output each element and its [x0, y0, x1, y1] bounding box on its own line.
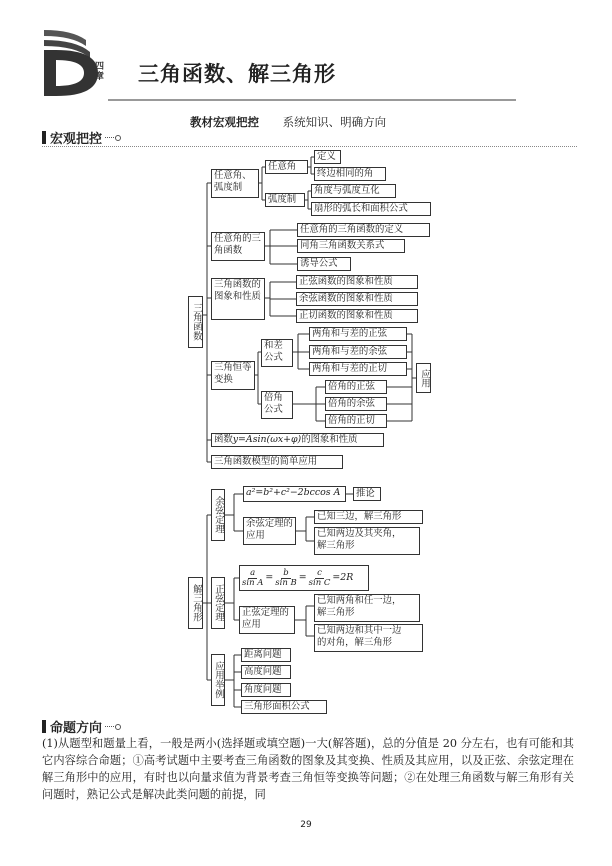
- node-application: 应用: [416, 363, 431, 393]
- leaf-same-angle-identities: 同角三角函数关系式: [297, 239, 405, 253]
- leaf-height: 高度问题: [241, 665, 291, 679]
- formula-tail: =2R: [332, 572, 354, 584]
- node-trig-graphs: 三角函数的图象和性质: [211, 278, 265, 320]
- leaf-sum-diff-cosine: 两角和与差的余弦: [309, 345, 407, 359]
- leaf-sum-diff-sine: 两角和与差的正弦: [309, 327, 407, 341]
- leaf-degree-radian-conversion: 角度与弧度互化: [311, 184, 396, 198]
- root-solving-triangles: 解三角形: [188, 577, 203, 629]
- leaf-two-angles-one-side: [314, 594, 420, 622]
- node-arbitrary-angle: 任意角: [265, 160, 308, 174]
- sinusoid-suffix: 的图象和性质: [301, 434, 358, 445]
- node-law-of-cosines: 余弦定理: [211, 489, 225, 541]
- chapter-label: 四章: [95, 62, 105, 82]
- formula-law-of-sines: $\frac{a}{\text{sin A}}$ = $\frac{b}{\text{sin B}}$ = $\frac{c}{\text{sin C}}$ =2R: [239, 565, 369, 591]
- page-number: 29: [300, 820, 312, 830]
- leaf-three-sides: 已知三边，解三角形: [314, 510, 423, 524]
- section-dot-icon: [115, 724, 121, 730]
- leaf-opposite-line1: 已知两边和其中一边: [317, 625, 402, 636]
- node-sine-law-application: 正弦定理的应用: [239, 606, 295, 634]
- frac-c: $\frac{c}{\text{sin C}}$: [308, 567, 331, 588]
- leaf-corollary: 推论: [353, 487, 381, 501]
- leaf-definition: 定义: [314, 150, 341, 164]
- node-sum-diff-formulas: 和差公式: [261, 339, 293, 367]
- section-overview-title: 宏观把控: [50, 132, 103, 147]
- chapter-title: 三角函数、解三角形: [138, 62, 336, 86]
- leaf-two-angles-line2: 解三角形: [317, 606, 355, 618]
- node-trig-of-arbitrary-angle: 任意角的三角函数: [211, 232, 265, 261]
- leaf-two-sides-line2: 解三角形: [317, 539, 355, 551]
- sinusoid-prefix: 函数: [214, 434, 233, 445]
- formula-law-of-cosines: a²=b²+c²−2bccos A: [243, 486, 346, 502]
- leaf-trig-definition: 任意角的三角函数的定义: [297, 223, 430, 237]
- leaf-two-sides-opposite-angle: [314, 624, 423, 652]
- section-direction: [42, 717, 121, 736]
- leaf-triangle-area: 三角形面积公式: [241, 700, 327, 714]
- leaf-reduction-formulas: 诱导公式: [297, 257, 351, 271]
- node-trig-models: 三角函数模型的简单应用: [211, 455, 343, 469]
- section-bar-icon: [42, 720, 46, 733]
- node-application-examples: 应用举例: [211, 654, 225, 706]
- root-trig-functions: 三角函数: [188, 296, 203, 348]
- banner-left: 教材宏观把控: [190, 115, 259, 129]
- direction-paragraph: (1)从题型和题量上看，一般是两小(选择题或填空题)一大(解答题)，总的分值是 20 分左右，也有可能和其它内容综合命题；①高考试题中主要考查三角函数的图象及其变换、性质及其应用，以及正弦、余弦定理在解三角形中的应用，有时也以向量求值为背景考查三角恒等变换等问题；②在处理三角函数与解三角形有关问题时，熟记公式是解决此类问题的前提，同: [42, 737, 574, 801]
- section-direction-title: 命题方向: [50, 721, 103, 736]
- leaf-double-sine: 倍角的正弦: [325, 380, 387, 394]
- leaf-double-cosine: 倍角的余弦: [325, 397, 387, 411]
- leaf-tangent-graph: 正切函数的图象和性质: [296, 309, 418, 323]
- sinusoid-formula: y=Asin(ωx+φ): [232, 434, 302, 445]
- leaf-sine-graph: 正弦函数的图象和性质: [296, 275, 418, 289]
- leaf-double-tangent: 倍角的正切: [325, 414, 387, 428]
- frac-b: $\frac{b}{\text{sin B}}$: [275, 567, 297, 588]
- node-law-of-sines: 正弦定理: [211, 577, 225, 629]
- node-sinusoid-graph: [211, 433, 384, 447]
- frac-a: $\frac{a}{\text{sin A}}$: [242, 567, 264, 588]
- banner-right: 系统知识、明确方向: [282, 115, 387, 129]
- leaf-two-sides-included-angle: [314, 527, 420, 555]
- node-radian: 弧度制: [265, 193, 305, 207]
- leaf-coterminal-angle: 终边相同的角: [314, 167, 386, 181]
- leaf-cosine-graph: 余弦函数的图象和性质: [296, 292, 418, 306]
- leaf-two-angles-line1: 已知两角和任一边，: [317, 595, 402, 606]
- leaf-angle: 角度问题: [241, 683, 291, 697]
- leaf-distance: 距离问题: [241, 648, 291, 662]
- leaf-two-sides-line1: 已知两边及其夹角，: [317, 528, 402, 539]
- node-arbitrary-angle-radian: 任意角、弧度制: [211, 169, 259, 198]
- node-double-angle-formulas: 倍角公式: [261, 391, 293, 419]
- node-trig-identities: 三角恒等变换: [211, 361, 255, 390]
- leaf-opposite-line2: 的对角，解三角形: [317, 636, 393, 648]
- leaf-sum-diff-tangent: 两角和与差的正切: [309, 362, 407, 376]
- leaf-sector-formula: 扇形的弧长和面积公式: [311, 202, 431, 216]
- node-cosine-law-application: 余弦定理的应用: [243, 517, 296, 545]
